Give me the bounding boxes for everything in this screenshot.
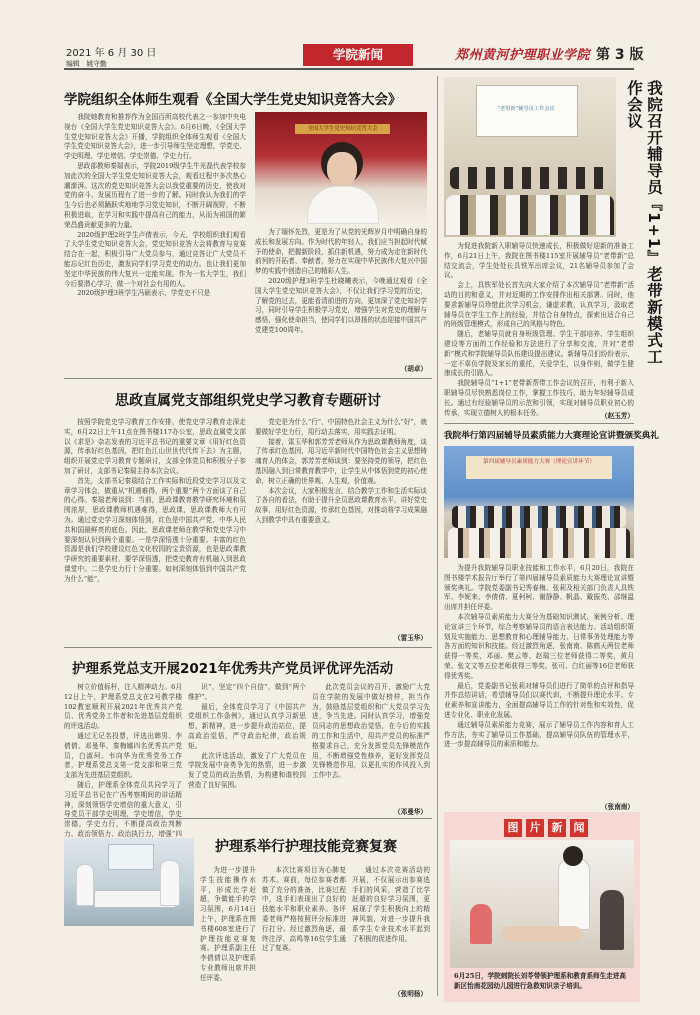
paragraph: 思政部教师秦瑞表示，学院2019级学生牛光磊代表学校参加此次的全国大学生党史知识竞答大会，观看过程中多次热心潮澎湃。这次的党史知识竞答大会以我党重要的历史，使我对党的奋斗、发展历程有了进一步的了解。同时我认为我们的学生今后也必须踊跃实地地学习党史知识，不断开阔视野，不断积极进取，在学习和实践中提高自己的能力，从而为祖国的繁荣昌盛贡献更多的力量。: [64, 161, 246, 229]
article1-col2: [255, 228, 427, 368]
paragraph: 随后，老辅导员就自身班级管理、学生干部培养、学生组织建设等方面的工作经验和方法进行了分享和交流，并对“老带新”模式和学院辅导员队伍建设提出建议。新辅导员们纷纷表示，一定不辜负学院及家长的重托，关爱学生，以身作则，做学生健康成长的引路人。: [444, 330, 634, 378]
paragraph: 识”，坚定“四个自信”，做到“两个维护”。: [188, 683, 306, 701]
article5-vertical-title: 我院召开辅导员『1+1』老带新模式工作会议: [625, 80, 663, 366]
article4-col1: [200, 866, 256, 982]
article1-author: （胡卓）: [400, 365, 427, 373]
paragraph: 为了缅怀先烈，更是为了从党的光辉岁月中明确自身的成长和发展方向。作为时代的年轻人，我们应当担起时代赋予的使命，把握新阶段，抓住新机遇，努力成为走在新时代前列的开拓者、奉献者，努力在实现中华民族伟大复兴中国梦的实践中创造自己的精彩人生。: [255, 228, 427, 276]
article3-col1: [64, 683, 182, 838]
article4-title: 护理系举行护理技能竞赛复赛: [215, 839, 397, 855]
paragraph: 我院她教育和推荐作为全国百所高校代表之一参加中央电视台《全国大学生党史知识竞答大会》。6月6日晚，《全国大学生党史知识竞答大会》开播，学院组织全体师生观看《全国大学生党史知识竞答大会》，进一步引导师生坚定理想，学党史、学史明理、学史增信、学史崇德、学史力行。: [64, 113, 246, 161]
school-logo: 郑州黄河护理职业学院: [455, 48, 591, 63]
broadcast-screen-photo: [255, 112, 427, 222]
paragraph: 通过辅导员素质能力竞赛，展示了辅导员工作内容和育人工作方法，夯实了辅导员工作基础，提高辅导员队伍的管理水平，进一步提高辅导员的素质和能力。: [444, 720, 634, 749]
divider: [64, 818, 432, 819]
article3-col3: [312, 683, 430, 807]
heading-char: 图: [504, 819, 522, 837]
photo-news-box: [444, 812, 640, 1002]
paragraph: 首先，支部书记秦瑞结合工作实际和近段党史学习以及文章学习体会，做重从“机遇难得，两个重要”两个方面谈了自己的心得。秦瑞老师谈到：当前，思政课教育教学研究环境和氛围浓厚，思政课教师机遇难得，思政课，思政课教师大有可为。通过党史学习深刻体悟到，红色是中国共产党、中华人民共和国最鲜亮的底色。因此，思政课老师在教学和党史学习中要深刻认识到两个重要。一是学深悟透十分重要。丰富的红色资源是我们学校建设红色文化校园的宝贵资源，也是思政课教学研究的重要素材，要学深悟透，把党史教育有机融入到思政课堂中。二是学史力行十分重要。如何深刻体悟到中国共产党为什么“能”，: [64, 476, 246, 583]
child-1: [470, 904, 492, 944]
editor-line: 编辑 姚守勤: [66, 60, 107, 68]
paragraph: 我院辅导员“1+1”老带新帮带工作会议的召开，有利于新入职辅导员尽快熟悉岗位工作，掌握工作技巧，助力年轻辅导员成长。通过有经验辅导员的示范和引领，实现对辅导员职业初心的传承，实现立德树人的根本任务。: [444, 379, 634, 417]
article6-title: 我院举行第四届辅导员素质能力大赛理论宣讲暨颁奖典礼: [444, 431, 659, 441]
audience-row-2: [446, 195, 614, 235]
divider: [64, 647, 432, 648]
article2-col2: [255, 418, 427, 636]
paragraph: 最后，全体党员学习了《中国共产党组织工作条例》，通过认真学习新思想，新精神，进一步提升政治站位，提高政治觉悟，严守政治纪律，政治规矩。: [188, 702, 306, 750]
paragraph: 通过本次竞赛活动的开展，不仅展示出参赛选手们的风采，营造了比学赶超的良好学习氛围，更展现了学生积极向上的精神风貌，对进一步提升我系学生专业技术水平起到了积极的促进作用。: [352, 866, 430, 943]
winners-row-front: [448, 528, 630, 558]
mannequin: [502, 926, 582, 942]
heading-char: 闻: [570, 819, 588, 837]
contestant-face: [327, 152, 357, 186]
screen-banner: 全国大学生党史知识竞答大会: [295, 124, 390, 134]
article3-col2: [188, 683, 306, 813]
masthead-rule: [64, 68, 634, 70]
window: [108, 844, 154, 870]
paragraph: 2020级护理3班学生杜晓曦表示，今晚通过观看《全国大学生党史知识竞答大会》，不仅让我们学习党的历史，了解党的过去，更能看清前进的方向，更加深了党史知识学习，同时引导学生积极学习党史，增强学生对党史的理解与感悟，强化使命担当，使同学们以昂扬的状态迎接中国共产党建党100周年。: [255, 276, 427, 334]
paragraph: 随后，护理系全体党员共同学习了习近平总书记在广西考察期间的讲话精神，深刻领悟学史增信的重大意义，引导党员干部学史明理，学史增信，学史崇德，学史力行，不断提高政治判断力、政治领悟力、政治执行力，增强“四: [64, 780, 182, 838]
section-label: 学院新闻: [303, 44, 413, 66]
article1-col1: [64, 113, 246, 375]
parent-1: [600, 890, 624, 950]
first-aid-training-photo: [450, 840, 634, 968]
page-number: 第 3 版: [596, 47, 644, 63]
paragraph: 本次会议，大家积极发言，结合教学工作和生活实际谈了各自的看法，有助于提升全员思政课教育水平，讲好党史故事，用好红色资源，传承红色基因，对推动将学习成果融入到教学中具有重要意义。: [255, 486, 427, 524]
article3-title: 护理系党总支开展2021年优秀共产党员评优评先活动: [72, 661, 394, 677]
paragraph: 按照学院党史学习教育工作安排，使党史学习教育走深走实，6月22日上午11点在图书楼117办公室，思政直属党支部以《求是》杂志发表的习近平总书记的重要文章《用好红色资源，传承好红色基因，把红色江山世世代代传下去》为主题，组织开展党史学习教育专题研讨，支部全体党员和积极分子参加了研讨，支部书记秦瑞主持本次会议。: [64, 418, 246, 475]
paragraph: 会上，具铁军处长首先向大家介绍了本次辅导员“老带新”活动的目的和意义，并对近期的工作安排作出相关部署。同时，他要求新辅导员珍惜此次学习机会，谦虚求教，认真学习，汲取老辅导员在学生工作上的经验，并结合自身特点，探索出适合自己的班级管理模式，形成自己的风格与特色。: [444, 281, 634, 329]
article5-author: （赵玉芳）: [601, 412, 634, 420]
paragraph: 此次评选活动，激发了广大党员在学院发展中奋勇争先的热情，进一步激发了党员的政治热情，为构建和谐校园营造了良好氛围。: [188, 751, 306, 789]
paragraph: 树立价值标杆，注入精神动力。6月12日上午，护理系党总支在2号教学楼102教室顺利开展2021年优秀共产党员、优秀党务工作者和先进基层党组织的评选活动。: [64, 683, 182, 731]
award-ceremony-photo: [444, 446, 634, 558]
photo-news-heading: [504, 816, 588, 836]
student-2: [160, 860, 180, 906]
trainer: [558, 858, 590, 930]
article3-author: （邓曼华）: [394, 808, 427, 816]
article2-col1: [64, 418, 246, 646]
article4-col2: [262, 866, 346, 996]
paragraph: 通过无记名投票，评选出韩男、李倩倩、邓曼华、秦梅娜四名优秀共产党员，白淑珂、韦向华为优秀党务工作者，护理系党总支第一党支部和第三党支部为先进基层党组织。: [64, 731, 182, 780]
paragraph: 最后，党委副书记张莉对辅导员们进行了简单的点评和指导并作总结讲话，希望辅导员们以赛代训，不断提升理论水平、专业素养和宣讲能力，全面提高辅导员工作的针对性和实效性，促进专业化、职业化发展。: [444, 681, 634, 719]
article2-author: （雷玉华）: [394, 634, 427, 642]
paragraph: 为促进我院新入职辅导员快速成长，积极做好迎新的准备工作，6月21日上午，我院在图书楼115室开展辅导员“老带新”总结交流会，学生处处长具铁军出席会议，21名辅导员参加了会议。: [444, 242, 634, 280]
paragraph: 此次党员会议的召开，激励广大党员在学院的发展中做好榜样，担当作为，鼓励基层党组织和广大党员学习先进，争当先进。同时认真学习，增强党员同志的思想政治觉悟，在今后的实践的工作和生活中，用共产党员的标准严格要求自己，充分发挥党员先锋模范作用，不断增强党性修养，更好发挥党员先锋模范作用，以更扎实的作风投入到工作中去。: [312, 683, 430, 780]
issue-date: 2021 年 6 月 30 日: [66, 48, 157, 59]
article2-title: 思政直属党支部组织党史学习教育专题研讨: [115, 393, 381, 409]
article1-title: 学院组织全体师生观看《全国大学生党史知识竞答大会》: [64, 92, 402, 108]
article4-col3: [352, 866, 430, 986]
heading-char: 片: [526, 819, 544, 837]
photo-news-caption: 6月25日，学院刺院长刘苓带领护理系和教育系师生走进高新区怡南花园幼儿园进行急救知识亲子培训。: [454, 972, 627, 990]
paragraph: 接着，雷玉华和郭芳芳老师从作为思政课教师角度，谈了传承红色基因，用习近平新时代中国特色社会主义思想铸魂育人的体会，郭芳芳老师谈到：要坚持党的领导，把红色基因融入到日常教育教学中，让学生从中体悟到党的初心使命，树立正确的世界观、人生观、价值观。: [255, 437, 427, 485]
contestant-body: [307, 186, 379, 224]
paragraph: 2020级护理3班学生冯硕表示，学党史不只是: [77, 289, 211, 298]
paragraph: 本次比赛项目为心肺复苏术。赛前，每位参赛者都做了充分的准备，比赛过程中，选手们表现出了良好的技能水平和职业素养。各评委老师严格按照评分标准进行打分。经过激烈角逐，最终注浮、高鸣等16位学生通过了复赛。: [262, 866, 346, 953]
paragraph: 为提升我院辅导员职业技能和工作水平，6月20日，我院在图书楼学术报告厅举行了第四届辅导员素质能力大赛理论宣讲暨颁奖典礼。学院党委副书记秀春梅、张莉及相关部门负责人具铁军、李妮来、李倩倩、夏柯柯、谢静静、帆晶、戴振英、邵继温出席并担任评委。: [444, 564, 634, 612]
article4-author: （张明杨）: [394, 990, 427, 998]
audience-row-1: [450, 167, 610, 189]
screen-caption: “老带新”辅导员工作会议: [497, 106, 555, 112]
divider: [64, 378, 432, 379]
article6-author: （张南南）: [601, 803, 634, 811]
trainer-head: [563, 846, 583, 866]
winners-row-back: [452, 506, 626, 528]
divider: [444, 423, 634, 424]
paragraph: 党史是为什么“行”，中国特色社会主义为什么“好”，就要做好学史力行，用行动去落实，用实践去证明。: [255, 418, 427, 436]
paragraph: 2020级护理2班学生卢倩表示，今天，学校组织我们观看了大学生党史知识竞答大会，党史知识竞答大会将教育与竞赛结合在一起，积极引导广大党员参与，通过竞答让广大党员不能忘记红色历史，激发同学们学习党史的动力。也让我们更加坚定中华民族的伟大复兴一定能实现。作为一名大学生，我们今后要潜心学习，做一个对社会有用的人。: [64, 230, 246, 288]
ceremony-banner: 第四届辅导员素质能力大赛（理论宣讲环节）: [466, 456, 612, 479]
column-divider: [437, 76, 438, 996]
masthead: [0, 0, 700, 70]
student-1: [76, 864, 94, 906]
article6-body: [444, 564, 634, 804]
skills-contest-photo: [64, 838, 194, 926]
paragraph: 本次辅导员素质能力大赛分为基础知识测试、案例分析、理论宣讲三个环节，综合考察辅导员的语言表达能力、活动组织策划及实施能力、思想教育和心理辅导能力、日常事务处理能力等各方面的知识和技能。经过激烈角逐，张南南、陈鹤天两位老师获得一等奖，邓丽、樊云等、赵瑞三位老师获得二等奖，黄月荣、张文文等五位老师获得三等奖，张可、白红丽等16位老师获得优秀奖。: [444, 612, 634, 680]
heading-char: 新: [548, 819, 566, 837]
paragraph: 为进一步提升学生技能操作水平，形成比学赶超，争做能手的学习氛围，6月14日上午，护理系在图书楼608室进行了护理技能竞赛复赛。护理系副主任李倩倩以及护理系专业教师出席并担任评委。: [200, 866, 256, 982]
meeting-photo: [444, 77, 616, 237]
